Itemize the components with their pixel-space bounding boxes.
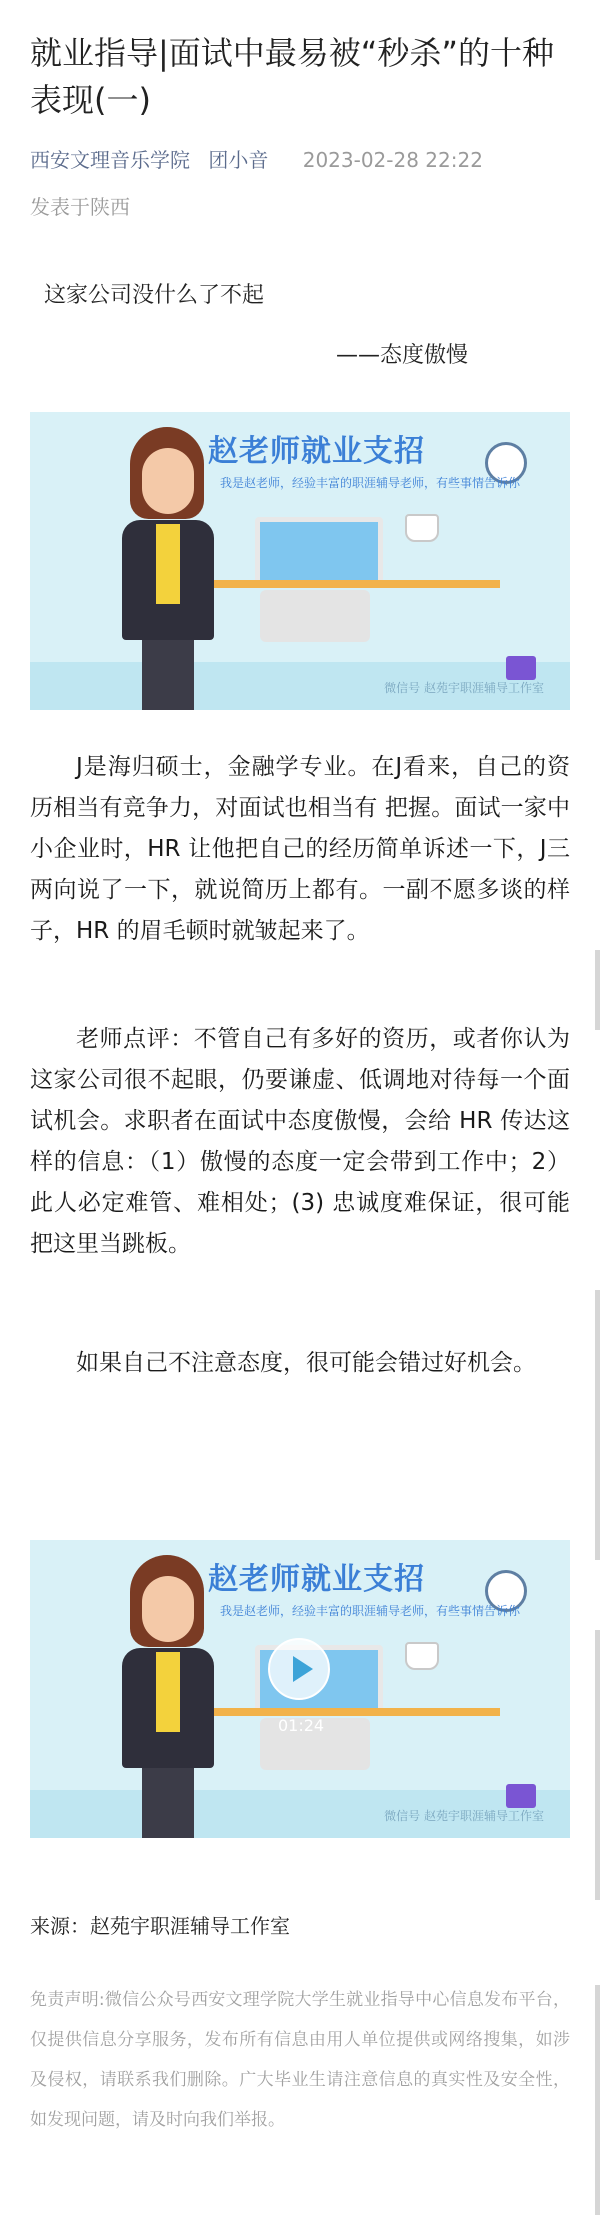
video-player[interactable] (30, 1540, 570, 1838)
video-banner-title: 赵老师就业支招 (208, 1562, 425, 1597)
publish-location: 发表于陕西 (30, 195, 130, 219)
teacher-shirt (156, 1652, 180, 1732)
disclaimer-text: 免责声明:微信公众号西安文理学院大学生就业指导中心信息发布平台，仅提供信息分享服务，发布所有信息由用人单位提供或网络搜集，如涉及侵权，请联系我们删除。广大毕业生请注意信息的真实性及安全性，如发现问题，请及时向我们举报。 (30, 1990, 570, 2130)
lamp-illustration (405, 514, 439, 542)
teacher-legs (142, 1768, 194, 1838)
intro-quote: 这家公司没什么了不起 (44, 283, 265, 308)
banner-title: 赵老师就业支招 (208, 434, 425, 469)
lamp-illustration (405, 1642, 439, 1670)
brand-logo-icon (506, 656, 536, 680)
article-meta (30, 144, 483, 173)
teacher-shirt (156, 524, 180, 604)
paragraph-conclusion: 如果自己不注意态度，很可能会错过好机会。 (76, 1350, 536, 1376)
brand-logo-icon (506, 1784, 536, 1808)
paragraph-comment: 老师点评：不管自己有多好的资历，或者你认为这家公司很不起眼，仍要谦虚、低调地对待每一个面试机会。求职者在面试中态度傲慢，会给 HR 传达这样的信息：（1）傲慢的态度一定会带到工作中；2）此人必定难管、难相处；(3) 忠诚度难保证，很可能把这里当跳板。 (30, 1026, 570, 1257)
desk-illustration (195, 1708, 500, 1716)
paragraph-case: J是海归硕士，金融学专业。在J看来，自己的资历相当有竞争力，对面试也相当有 把握。面试一家中小企业时，HR 让他把自己的经历简单诉述一下，J三两向说了一下，就说简历上都有。一副不愿多谈的样子，HR 的眉毛顿时就皱起来了。 (30, 754, 570, 944)
video-watermark: 微信号 赵苑宇职涯辅导工作室 (384, 1809, 544, 1823)
author-name-link[interactable]: 团小音 (208, 148, 269, 172)
scroll-indicator (595, 1985, 600, 2215)
banner-watermark: 微信号 赵苑宇职涯辅导工作室 (384, 681, 544, 695)
video-duration: 01:24 (278, 1716, 325, 1735)
video-banner-subtitle: 我是赵老师，经验丰富的职涯辅导老师，有些事情告诉你 (220, 1604, 521, 1618)
scroll-indicator (595, 1290, 600, 1560)
chair-illustration (260, 590, 370, 642)
scroll-indicator (595, 950, 600, 1030)
banner-image[interactable] (30, 412, 570, 710)
publish-time: 2023-02-28 22:22 (302, 148, 483, 172)
teacher-face (142, 448, 194, 514)
monitor-illustration (255, 517, 383, 587)
play-icon[interactable] (268, 1638, 330, 1700)
teacher-legs (142, 640, 194, 710)
desk-illustration (195, 580, 500, 588)
account-name-link[interactable]: 西安文理音乐学院 (30, 148, 190, 172)
banner-subtitle: 我是赵老师，经验丰富的职涯辅导老师，有些事情告诉你 (220, 476, 521, 490)
teacher-face (142, 1576, 194, 1642)
scroll-indicator (595, 1630, 600, 1900)
source-credit: 来源：赵苑宇职涯辅导工作室 (30, 1914, 290, 1938)
intro-category: ——态度傲慢 (336, 343, 469, 368)
article-title: 就业指导|面试中最易被“秒杀”的十种表现(一) (30, 34, 554, 119)
